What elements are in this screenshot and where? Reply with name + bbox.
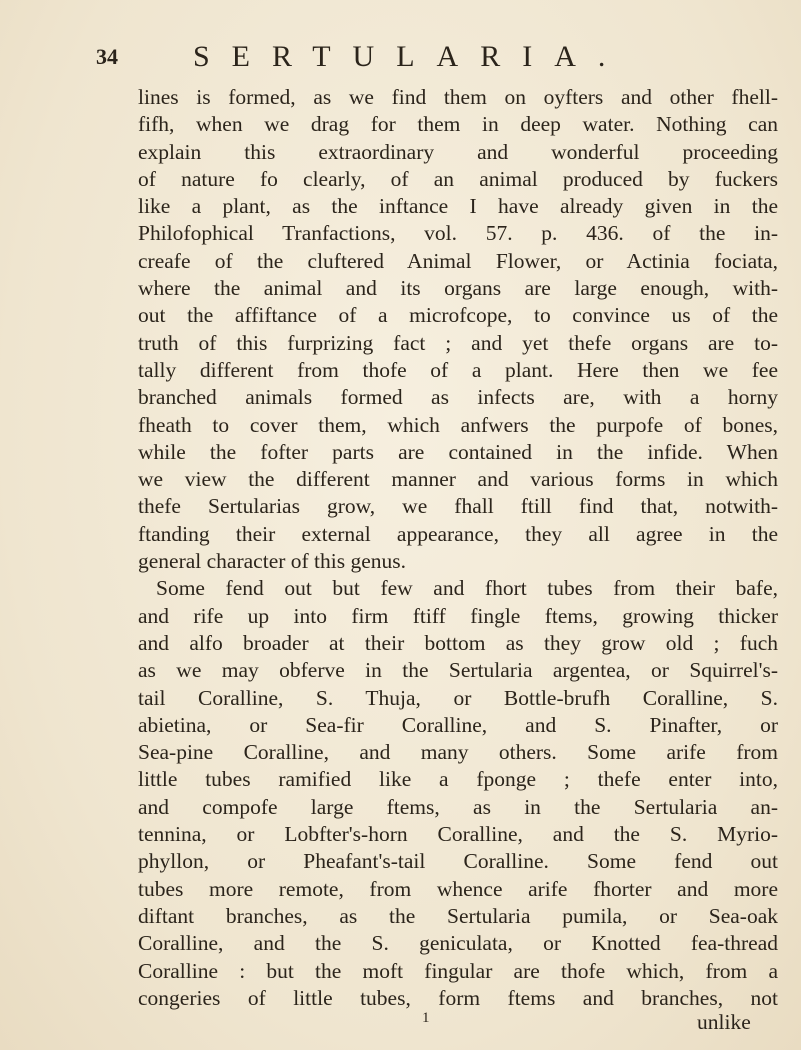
text-line: fifh, when we drag for them in deep water. Nothing can [138,112,778,137]
text-line: explain this extraordinary and wonderful proceeding [138,139,778,164]
text-line: and rife up into firm ftiff fingle ftems, growing thicker [138,603,778,628]
text-line: where the animal and its organs are large enough, with- [138,276,778,301]
catchword: unlike [697,1010,751,1034]
text-line: tail Coralline, S. Thuja, or Bottle-brufh Coralline, S. [138,685,778,710]
text-line: as we may obferve in the Sertularia argentea, or Squirrel's- [138,658,778,683]
text-line-paragraph-end: general character of this genus. [138,549,407,574]
text-line: ftanding their external appearance, they all agree in the [138,521,778,546]
text-line: tally different from thofe of a plant. Here then we fee [138,357,778,382]
text-line: of nature fo clearly, of an animal produced by fuckers [138,166,778,191]
text-line: like a plant, as the inftance I have already given in the [138,194,778,219]
text-line: Philofophical Tranfactions, vol. 57. p. 436. of the in- [138,221,778,246]
signature-mark: 1 [422,1010,430,1026]
text-line: congeries of little tubes, form ftems and branches, not [138,985,778,1010]
text-line: branched animals formed as infects are, with a horny [138,385,778,410]
text-line: diftant branches, as the Sertularia pumila, or Sea-oak [138,903,778,928]
text-line: Coralline : but the moft fingular are thofe which, from a [138,958,778,983]
text-line: out the affiftance of a microfcope, to convince us of the [138,303,778,328]
text-line: Coralline, and the S. geniculata, or Knotted fea-thread [138,931,778,956]
text-line-paragraph-start: Some fend out but few and fhort tubes from their bafe, [156,576,778,601]
text-line: tennina, or Lobfter's-horn Coralline, and the S. Myrio- [138,822,778,847]
text-line: thefe Sertularias grow, we fhall ftill find that, notwith- [138,494,778,519]
text-line: creafe of the cluftered Animal Flower, or Actinia fociata, [138,248,778,273]
text-line: little tubes ramified like a fponge ; thefe enter into, [138,767,778,792]
text-line: and alfo broader at their bottom as they grow old ; fuch [138,630,778,655]
text-line: we view the different manner and various forms in which [138,467,778,492]
text-line: fheath to cover them, which anfwers the purpofe of bones, [138,412,778,437]
text-line: tubes more remote, from whence arife fhorter and more [138,876,778,901]
body-text [138,84,778,1012]
text-line: while the fofter parts are contained in the infide. When [138,439,778,464]
text-line: phyllon, or Pheafant's-tail Coralline. Some fend out [138,849,778,874]
text-line: and compofe large ftems, as in the Sertularia an- [138,794,778,819]
text-line: truth of this furprizing fact ; and yet thefe organs are to- [138,330,778,355]
page-number: 34 [96,44,118,69]
text-line: lines is formed, as we find them on oyfters and other fhell- [138,85,778,109]
text-line: Sea-pine Coralline, and many others. Some arife from [138,740,778,765]
text-line: abietina, or Sea-fir Coralline, and S. Pinafter, or [138,712,778,737]
running-head: SERTULARIA. [193,40,628,73]
